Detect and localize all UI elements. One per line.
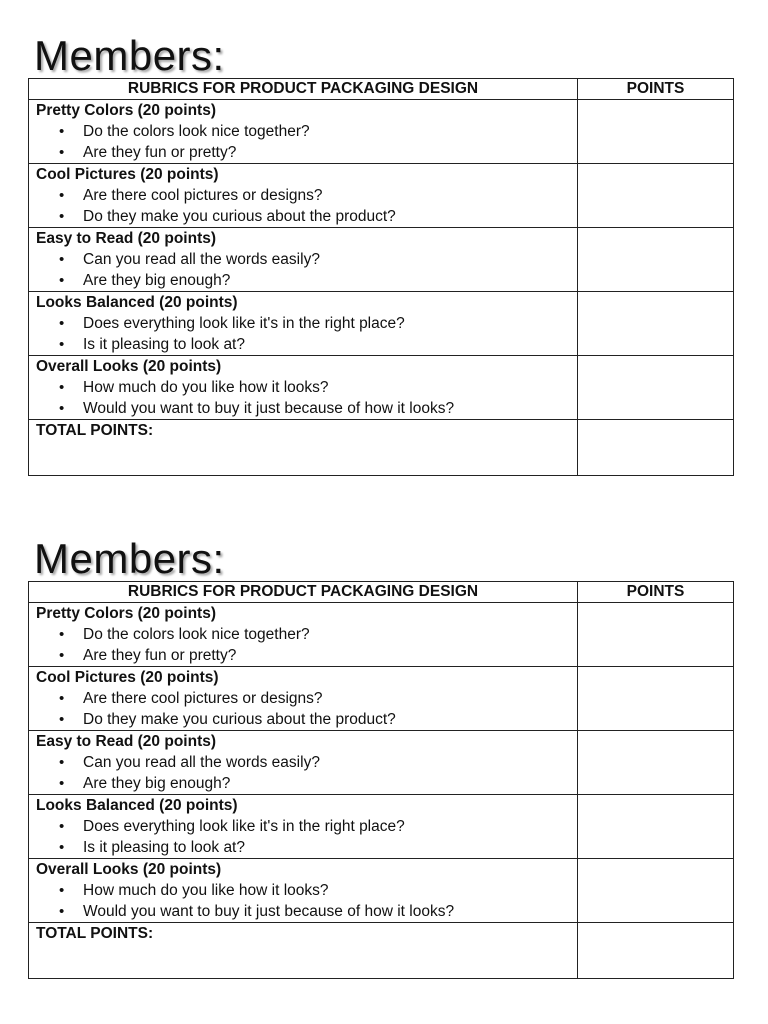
criterion-row [29, 859, 734, 923]
table-header-row [29, 79, 734, 100]
criterion-questions [36, 688, 577, 730]
criterion-question: • Do the colors look nice together? [36, 624, 577, 645]
criterion-title: Overall Looks (20 points) [36, 861, 222, 878]
criterion-cell [29, 603, 578, 667]
criterion-title: Pretty Colors (20 points) [36, 102, 216, 119]
points-cell[interactable] [578, 795, 734, 859]
criterion-cell [29, 228, 578, 292]
criterion-row [29, 667, 734, 731]
criterion-row [29, 731, 734, 795]
members-heading: Members: [34, 32, 225, 79]
criterion-cell [29, 667, 578, 731]
members-heading: Members: [34, 535, 225, 582]
criterion-question: • Are they big enough? [36, 270, 577, 291]
criterion-row [29, 795, 734, 859]
criterion-cell [29, 164, 578, 228]
criterion-title: Overall Looks (20 points) [36, 358, 222, 375]
criterion-questions [36, 624, 577, 666]
criterion-title: Cool Pictures (20 points) [36, 669, 219, 686]
criterion-title: Easy to Read (20 points) [36, 733, 217, 750]
total-points-label: TOTAL POINTS: [29, 923, 578, 979]
points-column-header: POINTS [578, 79, 734, 100]
criterion-cell [29, 100, 578, 164]
criterion-question: • Would you want to buy it just because of how it looks? [36, 901, 577, 922]
criterion-question: • How much do you like how it looks? [36, 880, 577, 901]
rubric-block [28, 34, 734, 476]
criterion-title: Pretty Colors (20 points) [36, 605, 216, 622]
criterion-questions [36, 185, 577, 227]
points-cell[interactable] [578, 603, 734, 667]
criteria-column-header: RUBRICS FOR PRODUCT PACKAGING DESIGN [29, 582, 578, 603]
total-points-label: TOTAL POINTS: [29, 420, 578, 476]
criterion-question: • Are there cool pictures or designs? [36, 688, 577, 709]
criterion-cell [29, 795, 578, 859]
criterion-title: Easy to Read (20 points) [36, 230, 217, 247]
rubric-block [28, 537, 734, 979]
criterion-row [29, 100, 734, 164]
criterion-questions [36, 752, 577, 794]
criterion-question: • Can you read all the words easily? [36, 249, 577, 270]
criterion-cell [29, 292, 578, 356]
criterion-question: • Are they big enough? [36, 773, 577, 794]
criterion-question: • Are they fun or pretty? [36, 645, 577, 666]
criteria-column-header: RUBRICS FOR PRODUCT PACKAGING DESIGN [29, 79, 578, 100]
criterion-questions [36, 880, 577, 922]
total-row [29, 420, 734, 476]
total-points-cell[interactable] [578, 420, 734, 476]
criterion-question: • Do the colors look nice together? [36, 121, 577, 142]
points-cell[interactable] [578, 100, 734, 164]
criterion-questions [36, 377, 577, 419]
criterion-title: Looks Balanced (20 points) [36, 797, 238, 814]
criterion-question: • Are they fun or pretty? [36, 142, 577, 163]
criterion-cell [29, 859, 578, 923]
criterion-cell [29, 731, 578, 795]
criterion-title: Looks Balanced (20 points) [36, 294, 238, 311]
points-cell[interactable] [578, 667, 734, 731]
points-cell[interactable] [578, 731, 734, 795]
points-cell[interactable] [578, 356, 734, 420]
criterion-question: • Would you want to buy it just because of how it looks? [36, 398, 577, 419]
criterion-question: • Does everything look like it's in the right place? [36, 816, 577, 837]
points-cell[interactable] [578, 292, 734, 356]
table-header-row [29, 582, 734, 603]
criterion-row [29, 164, 734, 228]
criterion-questions [36, 121, 577, 163]
criterion-title: Cool Pictures (20 points) [36, 166, 219, 183]
criterion-question: • Do they make you curious about the product? [36, 206, 577, 227]
criterion-row [29, 292, 734, 356]
criterion-row [29, 356, 734, 420]
criterion-row [29, 228, 734, 292]
points-cell[interactable] [578, 859, 734, 923]
points-column-header: POINTS [578, 582, 734, 603]
criterion-questions [36, 249, 577, 291]
criterion-question: • Is it pleasing to look at? [36, 334, 577, 355]
criterion-cell [29, 356, 578, 420]
total-row [29, 923, 734, 979]
points-cell[interactable] [578, 164, 734, 228]
rubric-table [28, 581, 734, 979]
criterion-question: • Is it pleasing to look at? [36, 837, 577, 858]
criterion-question: • Are there cool pictures or designs? [36, 185, 577, 206]
criterion-questions [36, 313, 577, 355]
total-points-cell[interactable] [578, 923, 734, 979]
rubric-table [28, 78, 734, 476]
criterion-question: • Can you read all the words easily? [36, 752, 577, 773]
criterion-question: • How much do you like how it looks? [36, 377, 577, 398]
criterion-question: • Do they make you curious about the product? [36, 709, 577, 730]
criterion-question: • Does everything look like it's in the right place? [36, 313, 577, 334]
points-cell[interactable] [578, 228, 734, 292]
criterion-row [29, 603, 734, 667]
criterion-questions [36, 816, 577, 858]
